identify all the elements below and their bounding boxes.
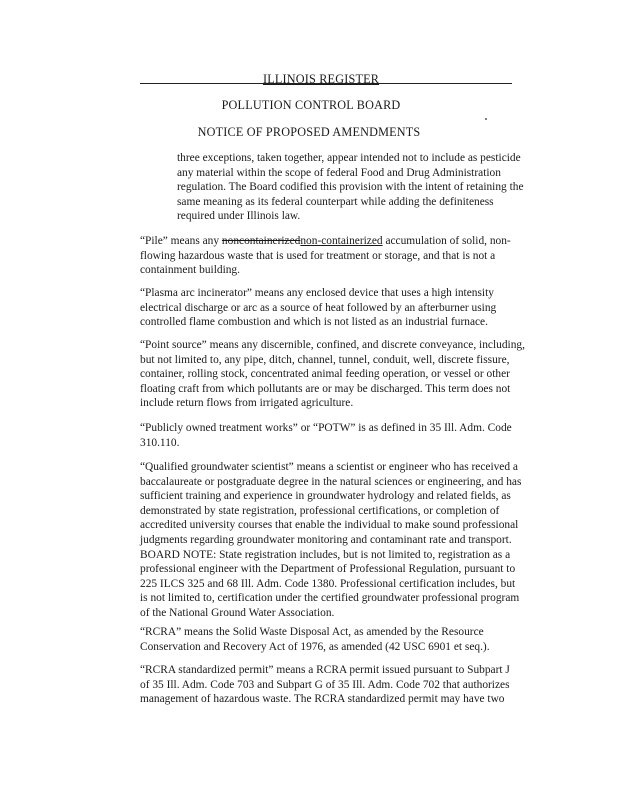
pile-definition: “Pile” means any noncontainerizednon-containerized accumulation of solid, non- flowing hazardous waste that is used for treatment or storage, and that is not a containment building. <box>140 235 511 277</box>
deleted-text: noncontainerized <box>221 235 301 247</box>
point-source-definition: “Point source” means any discernible, confined, and discrete conveyance, including, but not limited to, any pipe, ditch, channel, tunnel, conduit, well, discrete fissure, container, rolling stock, concentrated animal feeding operation, or vessel or other floating craft from which pollutants are or may be discharged. This term does not include return flows from irrigated agriculture. <box>140 339 525 410</box>
rcra-definition: “RCRA” means the Solid Waste Disposal Act, as amended by the Resource Conservation and Recovery Act of 1976, as amended (42 USC 6901 et seq.). <box>140 626 490 653</box>
rcra-standardized-permit-definition: “RCRA standardized permit” means a RCRA permit issued pursuant to Subpart J of 35 Ill. Adm. Code 703 and Subpart G of 35 Ill. Adm. Code 702 that authorizes management of hazardous waste. The RCRA standardized permit may have two <box>140 664 510 706</box>
continuation-paragraph: three exceptions, taken together, appear intended not to include as pesticide any material within the scope of federal Food and Drug Administration regulation. The Board codified this provision with the intent of retaining the same meaning as its federal counterpart while adding the definiteness required under Illinois law. <box>177 152 524 223</box>
inserted-text: non-containerized <box>300 235 383 247</box>
scan-speck <box>485 118 487 120</box>
header-rule <box>140 83 512 84</box>
register-heading: ILLINOIS REGISTER <box>262 72 380 86</box>
qualified-groundwater-scientist-definition: “Qualified groundwater scientist” means a scientist or engineer who has received a baccalaureate or postgraduate degree in the natural sciences or engineering, and has sufficient training and experience in groundwater hydrology and related fields, as demonstrated by state registration, professional certifications, or completion of accredited university courses that enable the individual to make sound professional judgments regarding groundwater monitoring and contaminant rate and transport. BOARD NOTE: State registration includes, but is not limited to, registration as a professional engineer with the Department of Professional Regulation, pursuant to 225 ILCS 325 and 68 Ill. Adm. Code 1380. Professional certification includes, but is not limited to, certification under the certified groundwater professional program of the National Ground Water Association. <box>140 461 522 619</box>
potw-definition: “Publicly owned treatment works” or “POTW” is as defined in 35 Ill. Adm. Code 310.110. <box>140 422 512 449</box>
plasma-arc-definition: “Plasma arc incinerator” means any enclosed device that uses a high intensity electrical discharge or arc as a source of heat followed by an afterburner using controlled flame combustion and which is not listed as an industrial furnace. <box>140 287 497 329</box>
board-heading: POLLUTION CONTROL BOARD <box>221 98 401 112</box>
notice-heading: NOTICE OF PROPOSED AMENDMENTS <box>197 125 421 139</box>
